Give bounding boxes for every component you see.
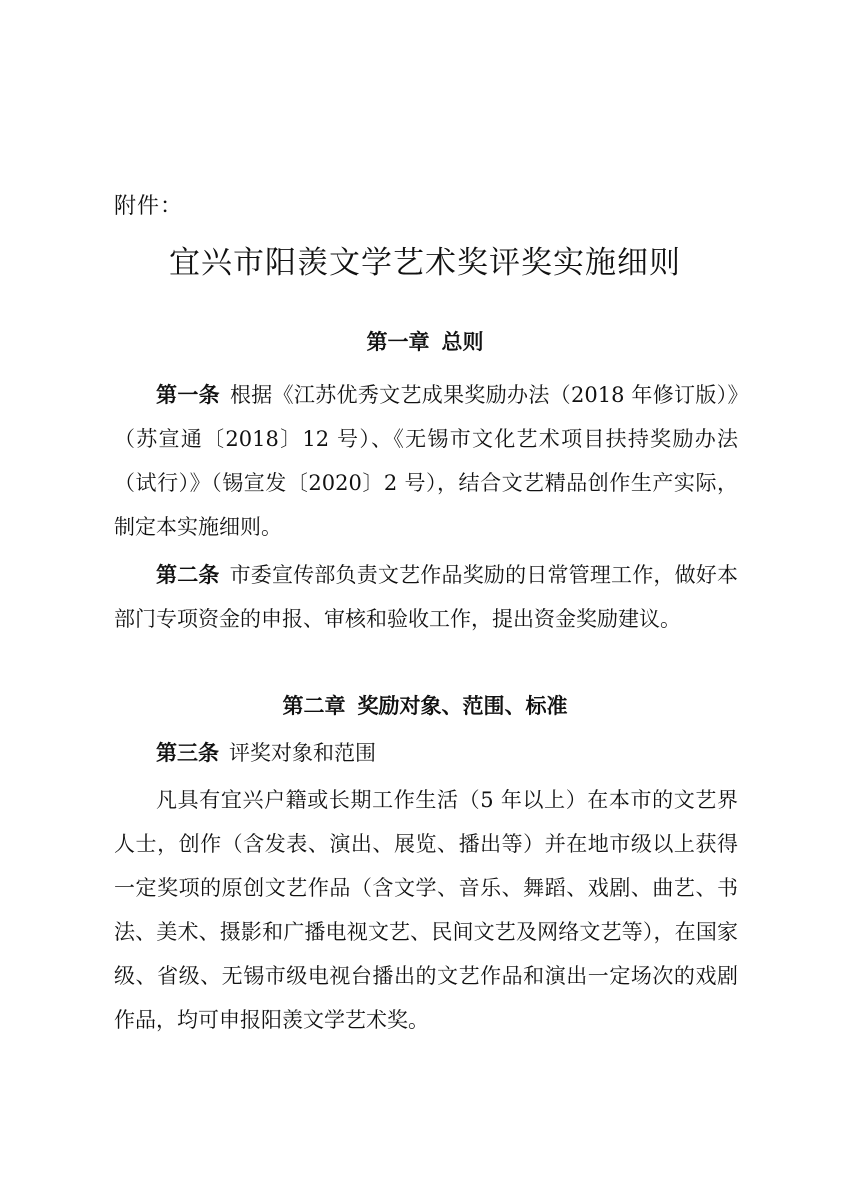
article-3-label: 第三条 bbox=[156, 741, 219, 765]
document-title: 宜兴市阳羡文学艺术奖评奖实施细则 bbox=[169, 245, 681, 281]
article-3-paragraph bbox=[114, 731, 738, 775]
chapter-2-name: 奖励对象、范围、标准 bbox=[357, 694, 568, 718]
chapter-1-number: 第一章 bbox=[366, 330, 430, 354]
chapter-2-heading bbox=[0, 686, 850, 726]
article-2-label: 第二条 bbox=[156, 563, 220, 587]
article-1-paragraph bbox=[114, 373, 738, 549]
article-1-text: 根据《江苏优秀文艺成果奖励办法（2018 年修订版）》（苏宣通〔2018〕12 号）、《无锡市文化艺术项目扶持奖励办法（试行）》（锡宣发〔2020〕2 号），结合文艺精品创作生产实际，制定本实施细则。 bbox=[114, 383, 738, 539]
chapter-1-name: 总则 bbox=[441, 330, 484, 354]
chapter-2-number: 第二章 bbox=[282, 694, 346, 718]
attachment-label: 附件： bbox=[114, 194, 184, 219]
chapter-1-heading bbox=[0, 322, 850, 362]
article-3-text: 评奖对象和范围 bbox=[229, 741, 376, 765]
article-2-text: 市委宣传部负责文艺作品奖励的日常管理工作，做好本部门专项资金的申报、审核和验收工作，提出资金奖励建议。 bbox=[114, 563, 738, 631]
article-1-label: 第一条 bbox=[156, 383, 220, 407]
scope-paragraph: 凡具有宜兴户籍或长期工作生活（5 年以上）在本市的文艺界人士，创作（含发表、演出、展览、播出等）并在地市级以上获得一定奖项的原创文艺作品（含文学、音乐、舞蹈、戏剧、曲艺、书法、美术、摄影和广播电视文艺、民间文艺及网络文艺等），在国家级、省级、无锡市级电视台播出的文艺作品和演出一定场次的戏剧作品，均可申报阳羡文学艺术奖。 bbox=[114, 788, 738, 1032]
article-2-paragraph bbox=[114, 553, 738, 641]
